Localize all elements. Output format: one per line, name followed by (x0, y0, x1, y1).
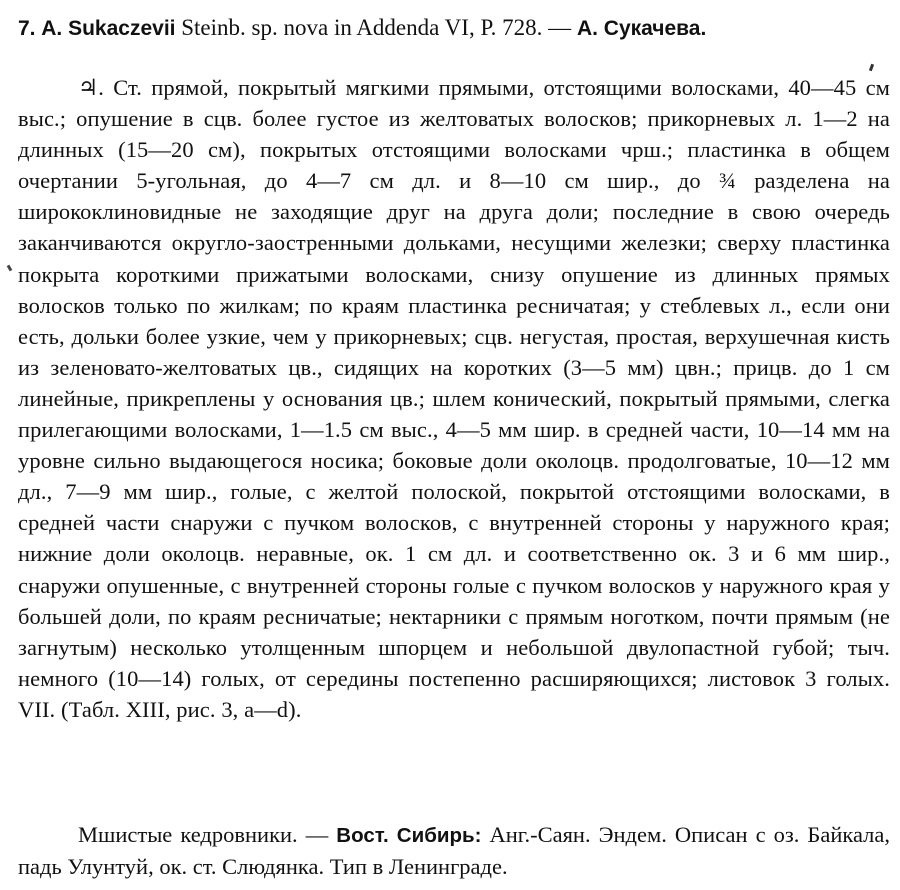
habitat-details: Анг.-Саян. Эндем. Описан с оз. Байкала, падь Улунтуй, ок. ст. Слюдянка. Тип в Ленинграде. (18, 822, 890, 879)
print-speck (7, 265, 13, 272)
species-number: 7. (18, 17, 36, 40)
habitat-region: Вост. Сибирь: (336, 824, 482, 847)
habitat-lead: Мшистые кедровники. — (78, 822, 337, 847)
species-heading (18, 12, 890, 45)
species-latin-name: A. Sukaczevii (41, 17, 176, 40)
species-citation: Steinb. sp. nova in Addenda VI, P. 728. — (175, 15, 577, 40)
species-description: ♃. Ст. прямой, покрытый мягкими прямыми, отстоящими волосками, 40—45 см выс.; опушение в сцв. более густое из желтоватых волосков; прикорневых л. 1—2 на длинных (15—20 см), покрытых отстоящими волосками чрш.; пластинка в общем очертании 5-угольная, до 4—7 см дл. и 8—10 см шир., до ¾ разделена на ширококлиновидные не заходящие друг на друга доли; последние в свою очередь заканчиваются округло-заостренными дольками, несущими железки; сверху пластинка покрыта короткими прижатыми волосками, снизу опушение из длинных прямых волосков только по жилкам; по краям пластинка ресничатая; у стеблевых л., если они есть, дольки более узкие, чем у прикорневых; сцв. негустая, простая, верхушечная кисть из зеленовато-желтоватых цв., сидящих на коротких (3—5 мм) цвн.; прицв. до 1 см линейные, прикреплены у основания цв.; шлем конический, покрытый прямыми, слегка прилегающими волосками, 1—1.5 см выс., 4—5 мм шир. в средней части, 10—14 мм на уровне сильно выдающегося носика; боковые доли околоцв. продолговатые, 10—12 мм дл., 7—9 мм шир., голые, с желтой полоской, покрытой отстоящими волосками, в средней части снаружи с пучком волосков, с внутренней стороны у наружного края; нижние доли околоцв. неравные, ок. 1 см дл. и соответственно ок. 3 и 6 мм шир., снаружи опушенные, с внутренней стороны голые с пучком волосков у наружного края у большей доли, по краям ресничатые; нектарники с прямым ноготком, почти прямым (не загнутым) несколько утолщенным шпорцем и небольшой двулопастной губой; тыч. немного (10—14) голых, от середины постепенно расширяющихся; листовок 3 голых. VII. (Табл. XIII, рис. 3, a—d). (18, 75, 890, 722)
habitat-paragraph (18, 819, 890, 882)
species-russian-name: А. Сукачева. (576, 17, 707, 40)
print-speck (869, 64, 874, 72)
